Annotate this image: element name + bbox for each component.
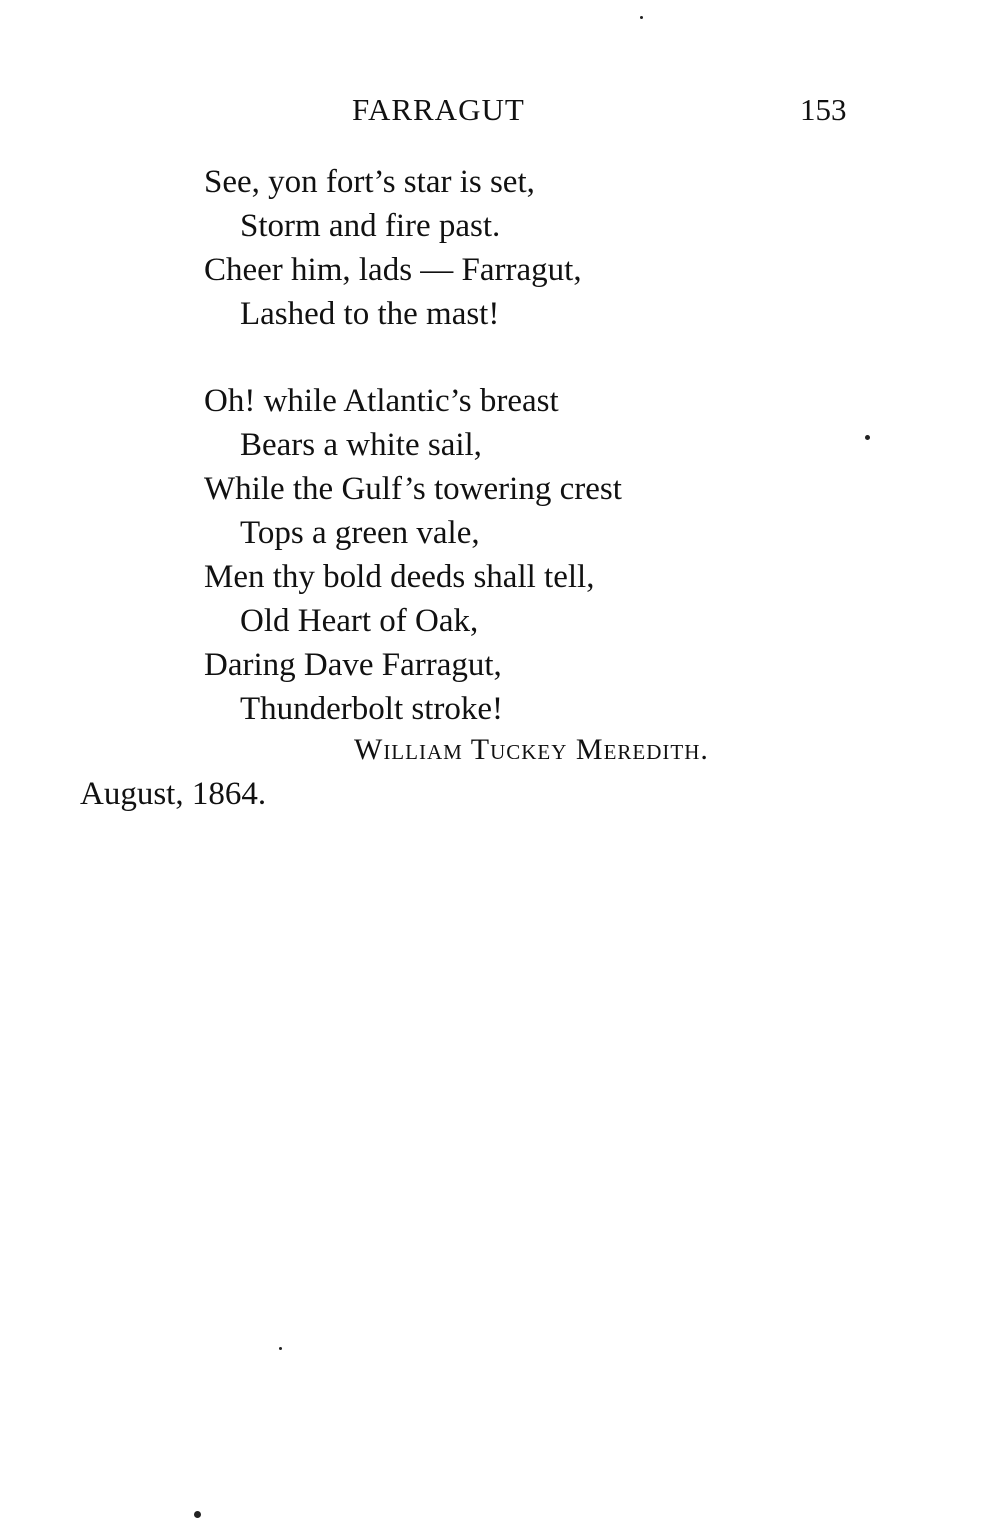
scan-speck — [194, 1511, 201, 1518]
poem-line: See, yon fort’s star is set, — [204, 164, 535, 200]
running-head — [0, 88, 1000, 132]
poem-line: Tops a green vale, — [240, 515, 480, 551]
poem-line: While the Gulf’s towering crest — [204, 471, 622, 507]
stanza-1 — [204, 160, 904, 336]
scan-speck — [279, 1347, 282, 1350]
poem-line: Old Heart of Oak, — [240, 603, 479, 639]
poem-line: Cheer him, lads — Farragut, — [204, 252, 582, 288]
page-number: 153 — [800, 92, 847, 127]
running-title: FARRAGUT — [352, 92, 525, 127]
poem — [204, 160, 904, 774]
poem-line: Bears a white sail, — [240, 427, 482, 463]
stanza-2 — [204, 379, 904, 731]
poem-line: Thunderbolt stroke! — [240, 691, 504, 727]
dateline: August, 1864. — [80, 776, 267, 812]
poem-line: Lashed to the mast! — [240, 296, 500, 332]
poem-line: Daring Dave Farragut, — [204, 647, 502, 683]
poem-line: Men thy bold deeds shall tell, — [204, 559, 595, 595]
author-attribution: William Tuckey Meredith. — [354, 733, 709, 766]
poem-line: Oh! while Atlantic’s breast — [204, 383, 559, 419]
scan-speck — [865, 435, 870, 440]
scan-speck — [640, 16, 643, 19]
poem-line: Storm and fire past. — [240, 208, 501, 244]
